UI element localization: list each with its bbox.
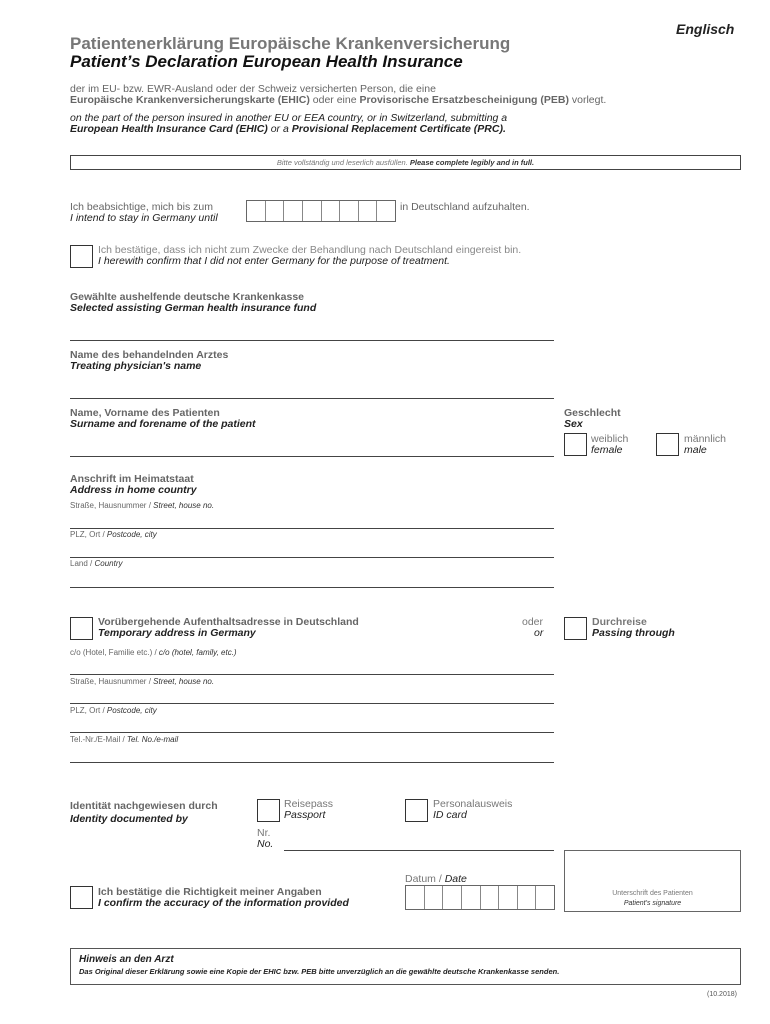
date-digit-cell[interactable]: [481, 886, 500, 909]
confirm-entry-english: I herewith confirm that I did not enter Germany for the purpose of treatment.: [98, 255, 450, 267]
tel-email-input-line[interactable]: [70, 762, 554, 763]
identity-label-english: Identity documented by: [70, 813, 188, 825]
postcode-label: PLZ, Ort / Postcode, city: [70, 530, 157, 539]
fund-label-english: Selected assisting German health insurance fund: [70, 302, 317, 314]
date-digit-cell[interactable]: [359, 201, 378, 221]
title-english: Patient’s Declaration European Health Insurance: [70, 52, 463, 71]
sex-label-german: Geschlecht: [564, 407, 621, 419]
patient-name-label-german: Name, Vorname des Patienten: [70, 407, 220, 419]
patient-name-label-english: Surname and forename of the patient: [70, 418, 256, 430]
or-label-german: oder: [522, 616, 544, 628]
physician-input-line[interactable]: [70, 398, 554, 399]
female-label-german: weiblich: [591, 433, 629, 445]
date-digit-cell[interactable]: [247, 201, 266, 221]
signature-label-german: Unterschrift des Patienten: [612, 890, 693, 897]
physician-label-english: Treating physician's name: [70, 360, 202, 372]
temp-postcode-label: PLZ, Ort / Postcode, city: [70, 706, 157, 715]
temporary-address-checkbox[interactable]: [70, 617, 93, 640]
address-label-german: Anschrift im Heimatstaat: [70, 473, 194, 485]
date-digit-cell[interactable]: [536, 886, 554, 909]
physician-note-text: Das Original dieser Erklärung sowie eine Kopie der EHIC bzw. PEB bitte unverzüglich an die gewählte deutsche Krankenkasse senden.: [79, 967, 560, 976]
date-digit-cell[interactable]: [266, 201, 285, 221]
patient-name-input-line[interactable]: [70, 456, 554, 457]
intro-english-line1: on the part of the person insured in another EU or EEA country, or in Switzerland, submitting a: [70, 112, 508, 124]
passing-through-label-german: Durchreise: [592, 616, 647, 628]
form-version: (10.2018): [707, 991, 737, 998]
confirm-accuracy-german: Ich bestätige die Richtigkeit meiner Angaben: [98, 886, 322, 898]
passing-through-checkbox[interactable]: [564, 617, 587, 640]
id-card-label-german: Personalausweis: [433, 798, 513, 810]
male-label-english: male: [684, 444, 707, 456]
date-digit-cell[interactable]: [322, 201, 341, 221]
care-of-input-line[interactable]: [70, 674, 554, 675]
female-checkbox[interactable]: [564, 433, 587, 456]
street-input-line[interactable]: [70, 528, 554, 529]
tel-email-label: Tel.-Nr./E-Mail / Tel. No./e-mail: [70, 735, 179, 744]
date-digit-cell[interactable]: [377, 201, 395, 221]
date-digit-cell[interactable]: [284, 201, 303, 221]
fund-label-german: Gewählte aushelfende deutsche Krankenkasse: [70, 291, 305, 303]
date-digit-cell[interactable]: [406, 886, 425, 909]
sex-label-english: Sex: [564, 418, 583, 430]
date-digit-cell[interactable]: [462, 886, 481, 909]
date-digit-cell[interactable]: [425, 886, 444, 909]
stay-label-english: I intend to stay in Germany until: [70, 212, 218, 224]
postcode-input-line[interactable]: [70, 557, 554, 558]
passport-label-english: Passport: [284, 809, 326, 821]
or-label-english: or: [534, 627, 544, 639]
care-of-label: c/o (Hotel, Familie etc.) / c/o (hotel, family, etc.): [70, 648, 237, 657]
physician-label-german: Name des behandelnden Arztes: [70, 349, 229, 361]
passport-label-german: Reisepass: [284, 798, 334, 810]
address-label-english: Address in home country: [70, 484, 197, 496]
stay-suffix-german: in Deutschland aufzuhalten.: [400, 201, 530, 213]
temporary-address-label-german: Vorübergehende Aufenthaltsadresse in Deutschland: [98, 616, 359, 628]
signature-label-english: Patient's signature: [623, 900, 682, 907]
id-card-checkbox[interactable]: [405, 799, 428, 822]
instruction-box: [70, 155, 741, 170]
female-label-english: female: [591, 444, 623, 456]
number-label-german: Nr.: [257, 827, 271, 839]
confirm-entry-german: Ich bestätige, dass ich nicht zum Zwecke der Behandlung nach Deutschland eingereist bin.: [98, 244, 522, 256]
date-digit-cell[interactable]: [303, 201, 322, 221]
intro-german-line2: Europäische Krankenversicherungskarte (EHIC) oder eine Provisorische Ersatzbescheinigung (PEB) vorlegt.: [70, 94, 607, 106]
physician-note-box: [70, 948, 741, 985]
intro-german-line1: der im EU- bzw. EWR-Ausland oder der Schweiz versicherten Person, die eine: [70, 83, 436, 95]
temp-street-input-line[interactable]: [70, 703, 554, 704]
male-checkbox[interactable]: [656, 433, 679, 456]
passport-checkbox[interactable]: [257, 799, 280, 822]
title-german: Patientenerklärung Europäische Krankenversicherung: [70, 34, 511, 53]
signature-box[interactable]: [564, 850, 741, 912]
date-digit-cell[interactable]: [443, 886, 462, 909]
stay-label-german: Ich beabsichtige, mich bis zum: [70, 201, 213, 213]
id-card-label-english: ID card: [433, 809, 467, 821]
temp-postcode-input-line[interactable]: [70, 732, 554, 733]
language-label: Englisch: [676, 21, 735, 37]
instruction-text: Bitte vollständig und leserlich ausfüllen. Please complete legibly and in full.: [276, 158, 535, 167]
confirm-entry-checkbox[interactable]: [70, 245, 93, 268]
date-digit-cell[interactable]: [340, 201, 359, 221]
temporary-address-label-english: Temporary address in Germany: [98, 627, 256, 639]
date-label: Datum / Date: [405, 873, 467, 885]
date-digit-cell[interactable]: [499, 886, 518, 909]
male-label-german: männlich: [684, 433, 727, 445]
number-label-english: No.: [257, 838, 274, 850]
confirm-accuracy-english: I confirm the accuracy of the information provided: [98, 897, 349, 909]
fund-input-line[interactable]: [70, 340, 554, 341]
identity-label-german: Identität nachgewiesen durch: [70, 800, 218, 812]
confirm-accuracy-checkbox[interactable]: [70, 886, 93, 909]
stay-date-field[interactable]: [246, 200, 396, 222]
street-label: Straße, Hausnummer / Street, house no.: [70, 501, 215, 510]
intro-english-line2: European Health Insurance Card (EHIC) or a Provisional Replacement Certificate (PRC).: [70, 123, 506, 135]
passing-through-label-english: Passing through: [592, 627, 675, 639]
country-label: Land / Country: [70, 559, 123, 568]
date-digit-cell[interactable]: [518, 886, 537, 909]
temp-street-label: Straße, Hausnummer / Street, house no.: [70, 677, 215, 686]
document-number-input-line[interactable]: [284, 850, 554, 851]
country-input-line[interactable]: [70, 587, 554, 588]
physician-note-title: Hinweis an den Arzt: [79, 954, 174, 965]
date-field[interactable]: [405, 885, 555, 910]
